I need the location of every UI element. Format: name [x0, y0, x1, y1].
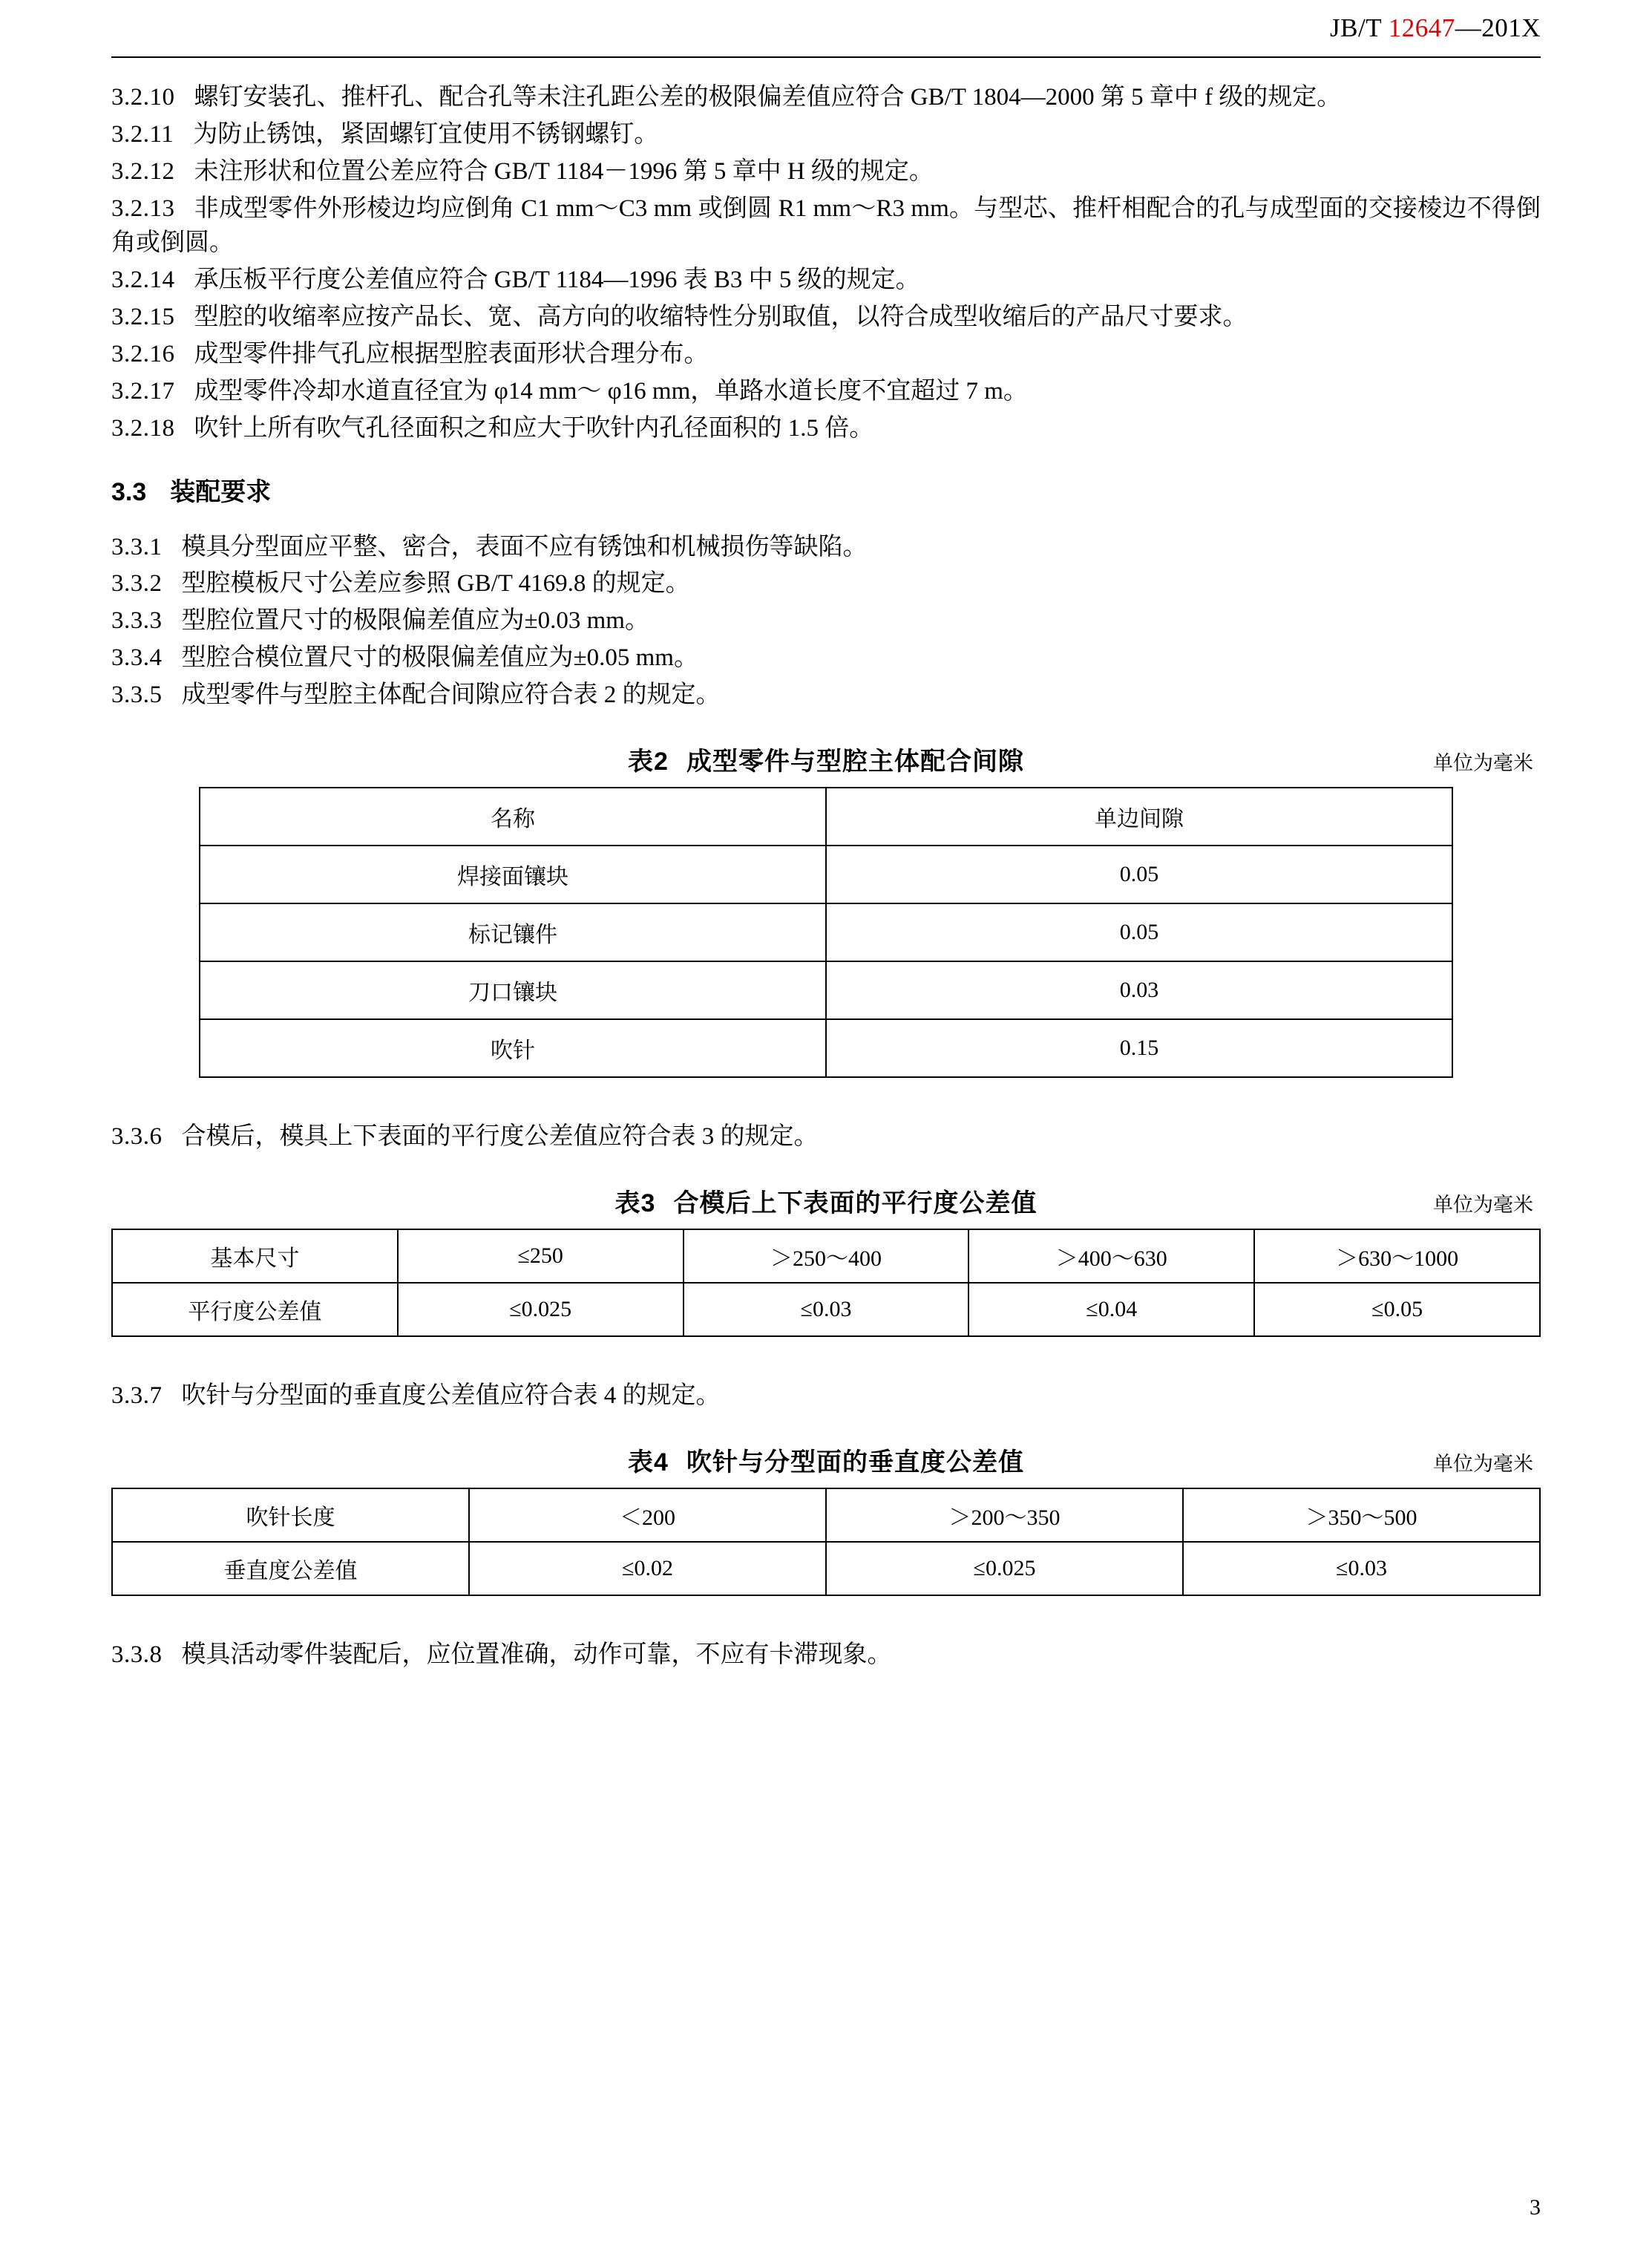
table-2-cell: 刀口镶块	[200, 961, 826, 1019]
clause-number: 3.2.16	[111, 341, 175, 368]
table-2-title: 成型零件与型腔主体配合间隙	[686, 747, 1024, 776]
clause-3-2-10	[111, 80, 1541, 115]
table-4-title: 吹针与分型面的垂直度公差值	[686, 1448, 1024, 1477]
clause-3-3-4	[111, 641, 1541, 676]
table-3-block	[111, 1183, 1541, 1337]
table-2-cell: 0.05	[826, 903, 1452, 961]
table-4-cell: 吹针长度	[112, 1488, 469, 1542]
table-4	[111, 1488, 1541, 1596]
table-4-number: 表4	[628, 1448, 669, 1477]
table-4-cell: ≤0.03	[1183, 1542, 1540, 1595]
clause-text: 成型零件冷却水道直径宜为 φ14 mm～ φ16 mm，单路水道长度不宜超过 7 m。	[194, 377, 1028, 405]
clause-number: 3.3.6	[111, 1122, 163, 1150]
clause-3-3-3	[111, 604, 1541, 638]
clause-number: 3.3.1	[111, 533, 163, 560]
clause-number: 3.2.17	[111, 377, 175, 405]
clause-3-2-11	[111, 117, 1541, 152]
clause-number: 3.3.3	[111, 607, 163, 635]
table-row	[200, 961, 1452, 1019]
clause-number: 3.3.7	[111, 1381, 163, 1409]
table-row	[112, 1283, 1540, 1336]
table-4-cell: ＞200～350	[826, 1488, 1183, 1542]
table-2	[199, 787, 1453, 1078]
page-content	[111, 58, 1541, 1672]
clause-text: 合模后，模具上下表面的平行度公差值应符合表 3 的规定。	[181, 1122, 819, 1150]
clause-3-3-5	[111, 678, 1541, 713]
clause-number: 3.2.14	[111, 266, 175, 294]
table-3-cell: ≤0.05	[1254, 1283, 1540, 1336]
clause-3-2-17	[111, 374, 1541, 409]
clause-3-2-13	[111, 192, 1541, 261]
clause-3-2-18	[111, 411, 1541, 446]
table-3-cell: ≤0.03	[684, 1283, 969, 1336]
clause-number: 3.2.12	[111, 157, 175, 185]
clause-text: 为防止锈蚀，紧固螺钉宜使用不锈钢螺钉。	[193, 120, 659, 148]
table-3-cell: ≤0.04	[968, 1283, 1254, 1336]
clause-number: 3.3.5	[111, 681, 163, 709]
clause-3-2-16	[111, 337, 1541, 372]
page-number: 3	[1530, 2195, 1541, 2220]
table-4-cell: ＞350～500	[1183, 1488, 1540, 1542]
clause-number: 3.2.13	[111, 194, 175, 222]
clause-text: 型腔模板尺寸公差应参照 GB/T 4169.8 的规定。	[181, 570, 690, 598]
table-row	[200, 903, 1452, 961]
standard-suffix: —201X	[1455, 13, 1541, 42]
table-3-cell: ＞250～400	[684, 1229, 969, 1283]
standard-designation	[1330, 13, 1541, 43]
clause-text: 吹针与分型面的垂直度公差值应符合表 4 的规定。	[181, 1381, 721, 1409]
table-2-caption	[628, 748, 1024, 776]
table-3-cell: ＞400～630	[968, 1229, 1254, 1283]
table-2-cell: 吹针	[200, 1019, 826, 1077]
table-3-cell: ≤250	[398, 1229, 684, 1283]
table-2-cell: 0.05	[826, 846, 1452, 903]
table-4-unit: 单位为毫米	[1433, 1452, 1533, 1475]
standard-prefix: JB/T	[1330, 13, 1389, 42]
table-3-cell: ≤0.025	[398, 1283, 684, 1336]
table-4-cell: ＜200	[469, 1488, 826, 1542]
clause-number: 3.2.10	[111, 84, 175, 111]
clause-3-3-2	[111, 566, 1541, 601]
table-3	[111, 1229, 1541, 1337]
table-3-cell: ＞630～1000	[1254, 1229, 1540, 1283]
clause-text: 吹针上所有吹气孔径面积之和应大于吹针内孔径面积的 1.5 倍。	[194, 414, 874, 442]
table-row	[112, 1542, 1540, 1595]
clause-text: 型腔位置尺寸的极限偏差值应为±0.03 mm。	[181, 607, 649, 635]
clause-3-3-8	[111, 1638, 1541, 1672]
table-3-caption	[615, 1189, 1038, 1217]
table-2-header-cell: 名称	[200, 788, 826, 846]
table-row-header	[200, 788, 1452, 846]
clause-3-2-15	[111, 300, 1541, 335]
section-heading-3-3	[111, 471, 1541, 508]
table-2-unit: 单位为毫米	[1433, 751, 1533, 774]
clause-3-2-14	[111, 263, 1541, 298]
clause-text: 模具分型面应平整、密合，表面不应有锈蚀和机械损伤等缺陷。	[181, 533, 868, 560]
table-2-cell: 0.15	[826, 1019, 1452, 1077]
standard-number: 12647	[1388, 13, 1455, 42]
clause-text: 模具活动零件装配后，应位置准确，动作可靠，不应有卡滞现象。	[181, 1641, 892, 1668]
section-title: 装配要求	[170, 477, 272, 506]
section-number: 3.3	[111, 477, 147, 506]
table-4-caption	[628, 1448, 1024, 1477]
clause-text: 承压板平行度公差值应符合 GB/T 1184—1996 表 B3 中 5 级的规定。	[194, 266, 920, 294]
table-2-number: 表2	[628, 747, 669, 776]
table-2-caption-row	[111, 741, 1541, 774]
clause-3-2-12	[111, 154, 1541, 189]
clause-text: 非成型零件外形棱边均应倒角 C1 mm～C3 mm 或倒圆 R1 mm～R3 mm。与型芯、推杆相配合的孔与成型面的交接棱边不得倒角或倒圆。	[111, 194, 1541, 257]
clause-number: 3.2.15	[111, 304, 175, 331]
table-2-header-cell: 单边间隙	[826, 788, 1452, 846]
table-2-cell: 标记镶件	[200, 903, 826, 961]
table-row	[200, 846, 1452, 903]
clause-number: 3.3.2	[111, 570, 163, 598]
clause-3-3-6	[111, 1119, 1541, 1154]
clause-text: 成型零件与型腔主体配合间隙应符合表 2 的规定。	[181, 681, 721, 709]
table-4-cell: 垂直度公差值	[112, 1542, 469, 1595]
table-3-number: 表3	[614, 1188, 656, 1217]
header-divider	[111, 56, 1541, 58]
table-3-unit: 单位为毫米	[1433, 1193, 1533, 1216]
clause-number: 3.3.4	[111, 644, 163, 672]
clause-text: 螺钉安装孔、推杆孔、配合孔等未注孔距公差的极限偏差值应符合 GB/T 1804—2000 第 5 章中 f 级的规定。	[194, 84, 1342, 111]
clause-text: 成型零件排气孔应根据型腔表面形状合理分布。	[194, 341, 709, 368]
clause-text: 型腔的收缩率应按产品长、宽、高方向的收缩特性分别取值，以符合成型收缩后的产品尺寸要求。	[194, 304, 1248, 331]
clause-3-3-7	[111, 1379, 1541, 1413]
table-2-cell: 0.03	[826, 961, 1452, 1019]
clause-number: 3.2.18	[111, 414, 175, 442]
table-3-cell: 平行度公差值	[112, 1283, 398, 1336]
clause-text: 未注形状和位置公差应符合 GB/T 1184－1996 第 5 章中 H 级的规定。	[194, 157, 934, 185]
table-row	[200, 1019, 1452, 1077]
table-2-cell: 焊接面镶块	[200, 846, 826, 903]
clause-3-3-1	[111, 530, 1541, 565]
page-header	[111, 0, 1541, 58]
clause-number: 3.3.8	[111, 1641, 163, 1668]
table-4-cell: ≤0.025	[826, 1542, 1183, 1595]
table-row	[112, 1488, 1540, 1542]
table-3-caption-row	[111, 1183, 1541, 1215]
table-row	[112, 1229, 1540, 1283]
clause-number: 3.2.11	[111, 120, 174, 148]
table-2-block	[111, 741, 1541, 1078]
table-4-cell: ≤0.02	[469, 1542, 826, 1595]
table-4-block	[111, 1442, 1541, 1596]
table-3-cell: 基本尺寸	[112, 1229, 398, 1283]
table-3-title: 合模后上下表面的平行度公差值	[673, 1188, 1038, 1217]
table-4-caption-row	[111, 1442, 1541, 1477]
clause-text: 型腔合模位置尺寸的极限偏差值应为±0.05 mm。	[181, 644, 698, 672]
